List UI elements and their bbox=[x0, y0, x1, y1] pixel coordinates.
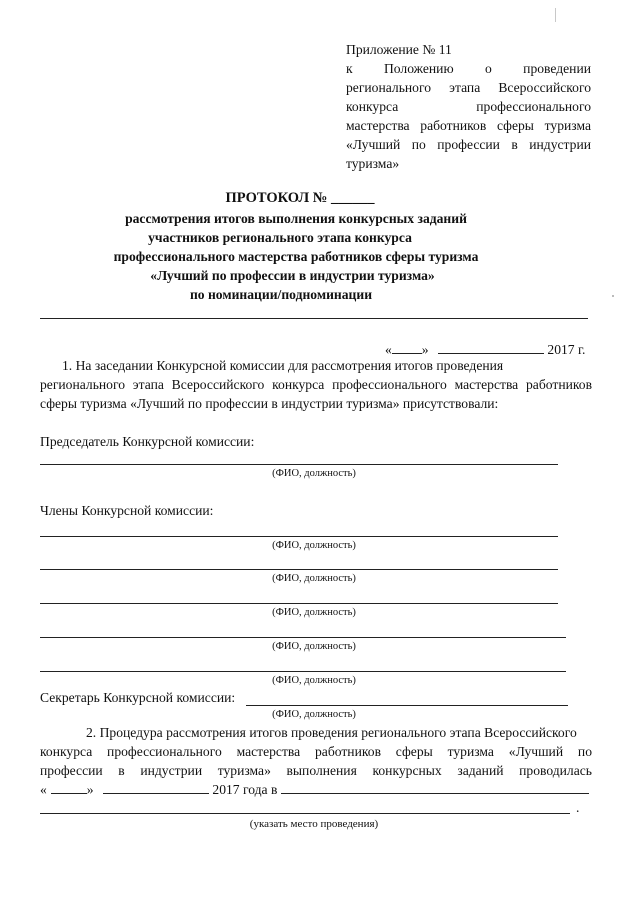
appendix-block bbox=[346, 40, 591, 173]
para1-line-1: 1. На заседании Конкурсной комиссии для рассмотрения итогов проведения bbox=[62, 358, 504, 373]
appendix-line-4: конкурса профессионального bbox=[346, 99, 591, 114]
appendix-line-2: к Положению о проведении bbox=[346, 61, 592, 76]
member-caption-4: (ФИО, должность) bbox=[272, 641, 356, 652]
member-caption-1: (ФИО, должность) bbox=[272, 540, 356, 551]
member-caption-5: (ФИО, должность) bbox=[272, 675, 356, 686]
member-field-2[interactable] bbox=[40, 569, 558, 570]
place-field[interactable] bbox=[40, 813, 570, 814]
para2-line-3: профессии в индустрии туризма» выполнения конкурсных заданий проводилась bbox=[40, 763, 592, 778]
proc-day-blank[interactable] bbox=[51, 781, 87, 794]
date-line: « » 2017 г. bbox=[385, 342, 586, 357]
para2-line-1: 2. Процедура рассмотрения итогов проведения регионального этапа Всероссийского bbox=[86, 725, 577, 740]
appendix-line-6: «Лучший по профессии в индустрии bbox=[346, 137, 591, 152]
place-caption: (указать место проведения) bbox=[249, 818, 379, 830]
chairman-field[interactable] bbox=[40, 464, 558, 465]
proc-month-blank[interactable] bbox=[103, 781, 209, 794]
members-label: Члены Конкурсной комиссии: bbox=[40, 503, 214, 518]
para2-line-4: « » 2017 года в bbox=[40, 780, 589, 799]
protocol-subtitle: рассмотрения итогов выполнения конкурсных заданий участников регионального этапа конкурса профессионального мастерства работников сферы туризма «Лучший по профессии в индустрии туризма» по номинации/подноминации bbox=[113, 211, 479, 302]
scan-speck bbox=[612, 295, 614, 297]
secretary-label: Секретарь Конкурсной комиссии: bbox=[40, 690, 236, 705]
member-caption-2: (ФИО, должность) bbox=[272, 573, 356, 584]
title-underline bbox=[40, 318, 588, 319]
para1-line-2: регионального этапа Всероссийского конкурса профессионального мастерства работников bbox=[40, 377, 592, 392]
protocol-title: ПРОТОКОЛ № ______ bbox=[225, 190, 375, 206]
chairman-caption: (ФИО, должность) bbox=[272, 468, 356, 479]
secretary-caption: (ФИО, должность) bbox=[272, 709, 356, 720]
proc-place-blank[interactable] bbox=[281, 781, 589, 794]
date-month-blank[interactable] bbox=[438, 341, 544, 354]
scan-mark bbox=[555, 8, 556, 22]
member-caption-3: (ФИО, должность) bbox=[272, 607, 356, 618]
appendix-line-7: туризма» bbox=[346, 156, 400, 171]
date-day-blank[interactable] bbox=[392, 341, 422, 354]
member-field-4[interactable] bbox=[40, 637, 566, 638]
appendix-line-3: регионального этапа Всероссийского bbox=[346, 80, 591, 95]
appendix-line-5: мастерства работников сферы туризма bbox=[346, 118, 591, 133]
member-field-3[interactable] bbox=[40, 603, 558, 604]
chairman-label: Председатель Конкурсной комиссии: bbox=[40, 434, 255, 449]
member-field-5[interactable] bbox=[40, 671, 566, 672]
para2-line-2: конкурса профессионального мастерства работников сферы туризма «Лучший по bbox=[40, 744, 592, 759]
para1-line-3: сферы туризма «Лучший по профессии в индустрии туризма» присутствовали: bbox=[40, 396, 499, 411]
secretary-field[interactable] bbox=[246, 705, 568, 706]
place-period: . bbox=[576, 800, 580, 815]
member-field-1[interactable] bbox=[40, 536, 558, 537]
appendix-title: Приложение № 11 bbox=[346, 42, 452, 57]
